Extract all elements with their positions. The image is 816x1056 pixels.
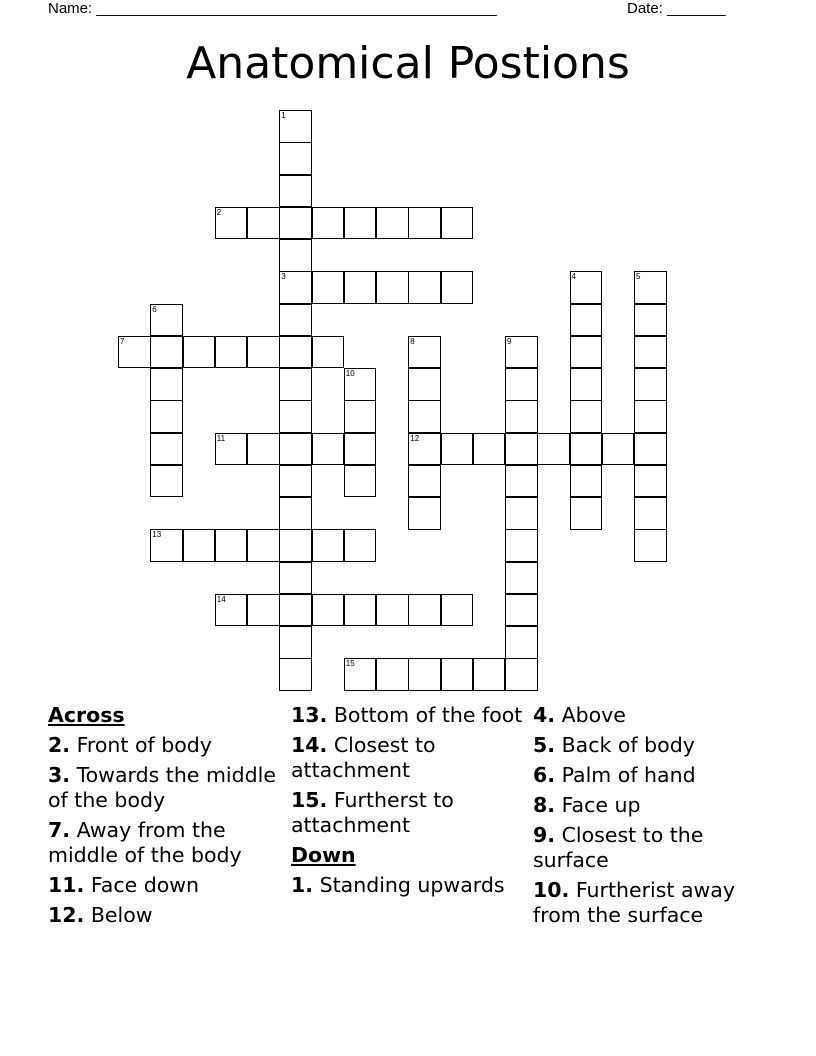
grid-cell[interactable]: [441, 594, 474, 627]
grid-cell[interactable]: [247, 433, 280, 466]
grid-cell[interactable]: [215, 594, 248, 627]
grid-cell[interactable]: [570, 400, 603, 433]
grid-cell[interactable]: [505, 336, 538, 369]
grid-cell[interactable]: [473, 433, 506, 466]
grid-cell[interactable]: [408, 497, 441, 530]
grid-cell[interactable]: [376, 271, 409, 304]
grid-cell[interactable]: [312, 271, 345, 304]
grid-cell[interactable]: [279, 142, 312, 175]
grid-cell[interactable]: [279, 239, 312, 272]
grid-cell[interactable]: [376, 594, 409, 627]
clue-number-label: 7: [120, 336, 125, 346]
grid-cell[interactable]: [150, 529, 183, 562]
clue-number-label: 9: [507, 336, 512, 346]
clue-across-15: 15. Furtherst to attachment: [291, 788, 454, 837]
grid-cell[interactable]: [441, 658, 474, 691]
grid-cell[interactable]: [279, 368, 312, 401]
clue-down-8: 8. Face up: [533, 793, 641, 817]
name-field-label: Name: ________________________________________________: [48, 0, 497, 17]
across-heading: Across: [48, 703, 125, 727]
clue-across-2: 2. Front of body: [48, 733, 212, 757]
clue-across-12: 12. Below: [48, 903, 153, 927]
clue-number-label: 12: [410, 433, 420, 443]
grid-cell[interactable]: [634, 400, 667, 433]
clue-number-label: 11: [216, 433, 226, 443]
clue-down-4: 4. Above: [533, 703, 626, 727]
grid-cell[interactable]: [344, 658, 377, 691]
grid-cell[interactable]: [505, 433, 538, 466]
grid-cell[interactable]: [183, 529, 216, 562]
grid-cell[interactable]: [344, 594, 377, 627]
clue-number-label: 15: [345, 659, 355, 669]
clue-number-label: 10: [345, 369, 355, 378]
grid-cell[interactable]: [441, 271, 474, 304]
grid-cell[interactable]: [344, 368, 377, 401]
grid-cell[interactable]: [247, 336, 280, 369]
grid-cell[interactable]: [570, 368, 603, 401]
grid-cell[interactable]: [344, 207, 377, 240]
clue-across-14: 14. Closest to attachment: [291, 733, 436, 782]
grid-cell[interactable]: [505, 658, 538, 691]
grid-cell[interactable]: [408, 400, 441, 433]
grid-cell[interactable]: [344, 271, 377, 304]
page-title: Anatomical Postions: [186, 38, 630, 89]
grid-cell[interactable]: [408, 336, 441, 369]
grid-cell[interactable]: [570, 271, 603, 304]
grid-cell[interactable]: [279, 207, 312, 240]
clue-column-1: [48, 703, 283, 933]
grid-cell[interactable]: [312, 207, 345, 240]
grid-cell[interactable]: [505, 594, 538, 627]
clue-across-3: 3. Towards the middle of the body: [48, 763, 276, 812]
grid-cell[interactable]: [634, 529, 667, 562]
clue-number-label: 14: [216, 594, 226, 604]
grid-cell[interactable]: [570, 304, 603, 337]
clue-across-7: 7. Away from the middle of the body: [48, 818, 242, 867]
clue-number-label: 13: [152, 530, 162, 540]
clue-number-label: 1: [281, 111, 286, 120]
grid-cell[interactable]: [215, 336, 248, 369]
grid-cell[interactable]: [279, 175, 312, 208]
grid-cell[interactable]: [505, 497, 538, 530]
grid-cell[interactable]: [505, 626, 538, 659]
grid-cell[interactable]: [634, 497, 667, 530]
grid-cell[interactable]: [441, 207, 474, 240]
grid-cell[interactable]: [634, 271, 667, 304]
grid-cell[interactable]: [279, 400, 312, 433]
clue-number-label: 3: [281, 272, 286, 282]
grid-cell[interactable]: [150, 368, 183, 401]
grid-cell[interactable]: [344, 465, 377, 498]
grid-cell[interactable]: [279, 465, 312, 498]
grid-cell[interactable]: [279, 626, 312, 659]
grid-cell[interactable]: [279, 433, 312, 466]
clue-column-3: [533, 703, 773, 933]
grid-cell[interactable]: [537, 433, 570, 466]
grid-cell[interactable]: [312, 529, 345, 562]
grid-cell[interactable]: [312, 433, 345, 466]
clue-down-9: 9. Closest to the surface: [533, 823, 704, 872]
grid-cell[interactable]: [118, 336, 151, 369]
grid-cell[interactable]: [150, 400, 183, 433]
down-heading: Down: [291, 843, 356, 867]
grid-cell[interactable]: [150, 304, 183, 337]
grid-cell[interactable]: [279, 271, 312, 304]
grid-cell[interactable]: [570, 465, 603, 498]
grid-cell[interactable]: [505, 368, 538, 401]
grid-cell[interactable]: [408, 658, 441, 691]
grid-cell[interactable]: [215, 207, 248, 240]
grid-cell[interactable]: [570, 433, 603, 466]
grid-cell[interactable]: [279, 529, 312, 562]
clue-column-2: [291, 703, 526, 903]
grid-cell[interactable]: [279, 497, 312, 530]
grid-cell[interactable]: [441, 433, 474, 466]
clue-number-label: 4: [571, 272, 576, 282]
grid-cell[interactable]: [312, 336, 345, 369]
grid-cell[interactable]: [634, 336, 667, 369]
grid-cell[interactable]: [279, 110, 312, 143]
grid-cell[interactable]: [215, 529, 248, 562]
grid-cell[interactable]: [634, 433, 667, 466]
grid-cell[interactable]: [408, 368, 441, 401]
clue-down-10: 10. Furtherist away from the surface: [533, 878, 735, 927]
grid-cell[interactable]: [408, 433, 441, 466]
grid-cell[interactable]: [150, 336, 183, 369]
grid-cell[interactable]: [279, 594, 312, 627]
grid-cell[interactable]: [634, 465, 667, 498]
grid-cell[interactable]: [408, 271, 441, 304]
grid-cell[interactable]: [634, 368, 667, 401]
grid-cell[interactable]: [408, 594, 441, 627]
grid-cell[interactable]: [247, 529, 280, 562]
grid-cell[interactable]: [279, 336, 312, 369]
clue-down-5: 5. Back of body: [533, 733, 695, 757]
grid-cell[interactable]: [570, 497, 603, 530]
grid-cell[interactable]: [247, 594, 280, 627]
grid-cell[interactable]: [570, 336, 603, 369]
grid-cell[interactable]: [150, 465, 183, 498]
grid-cell[interactable]: [344, 433, 377, 466]
clue-down-6: 6. Palm of hand: [533, 763, 696, 787]
clue-number-label: 6: [152, 304, 157, 314]
grid-cell[interactable]: [376, 207, 409, 240]
grid-cell[interactable]: [312, 594, 345, 627]
grid-cell[interactable]: [215, 433, 248, 466]
grid-cell[interactable]: [408, 207, 441, 240]
grid-cell[interactable]: [344, 529, 377, 562]
grid-cell[interactable]: [247, 207, 280, 240]
grid-cell[interactable]: [505, 400, 538, 433]
grid-cell[interactable]: [279, 304, 312, 337]
clue-down-1: 1. Standing upwards: [291, 873, 505, 897]
grid-cell[interactable]: [183, 336, 216, 369]
grid-cell[interactable]: [505, 562, 538, 595]
date-field-label: Date: _______: [627, 0, 726, 17]
clue-number-label: 2: [216, 207, 222, 217]
grid-cell[interactable]: [376, 658, 409, 691]
grid-cell[interactable]: [473, 658, 506, 691]
grid-cell[interactable]: [344, 400, 377, 433]
grid-cell[interactable]: [279, 658, 312, 691]
clue-number-label: 5: [636, 272, 641, 282]
clue-across-13: 13. Bottom of the foot: [291, 703, 523, 727]
grid-cell[interactable]: [634, 304, 667, 337]
grid-cell[interactable]: [602, 433, 635, 466]
grid-cell[interactable]: [150, 433, 183, 466]
grid-cell[interactable]: [279, 562, 312, 595]
grid-cell[interactable]: [505, 529, 538, 562]
grid-cell[interactable]: [505, 465, 538, 498]
grid-cell[interactable]: [408, 465, 441, 498]
clue-across-11: 11. Face down: [48, 873, 200, 897]
clue-number-label: 8: [410, 336, 415, 346]
